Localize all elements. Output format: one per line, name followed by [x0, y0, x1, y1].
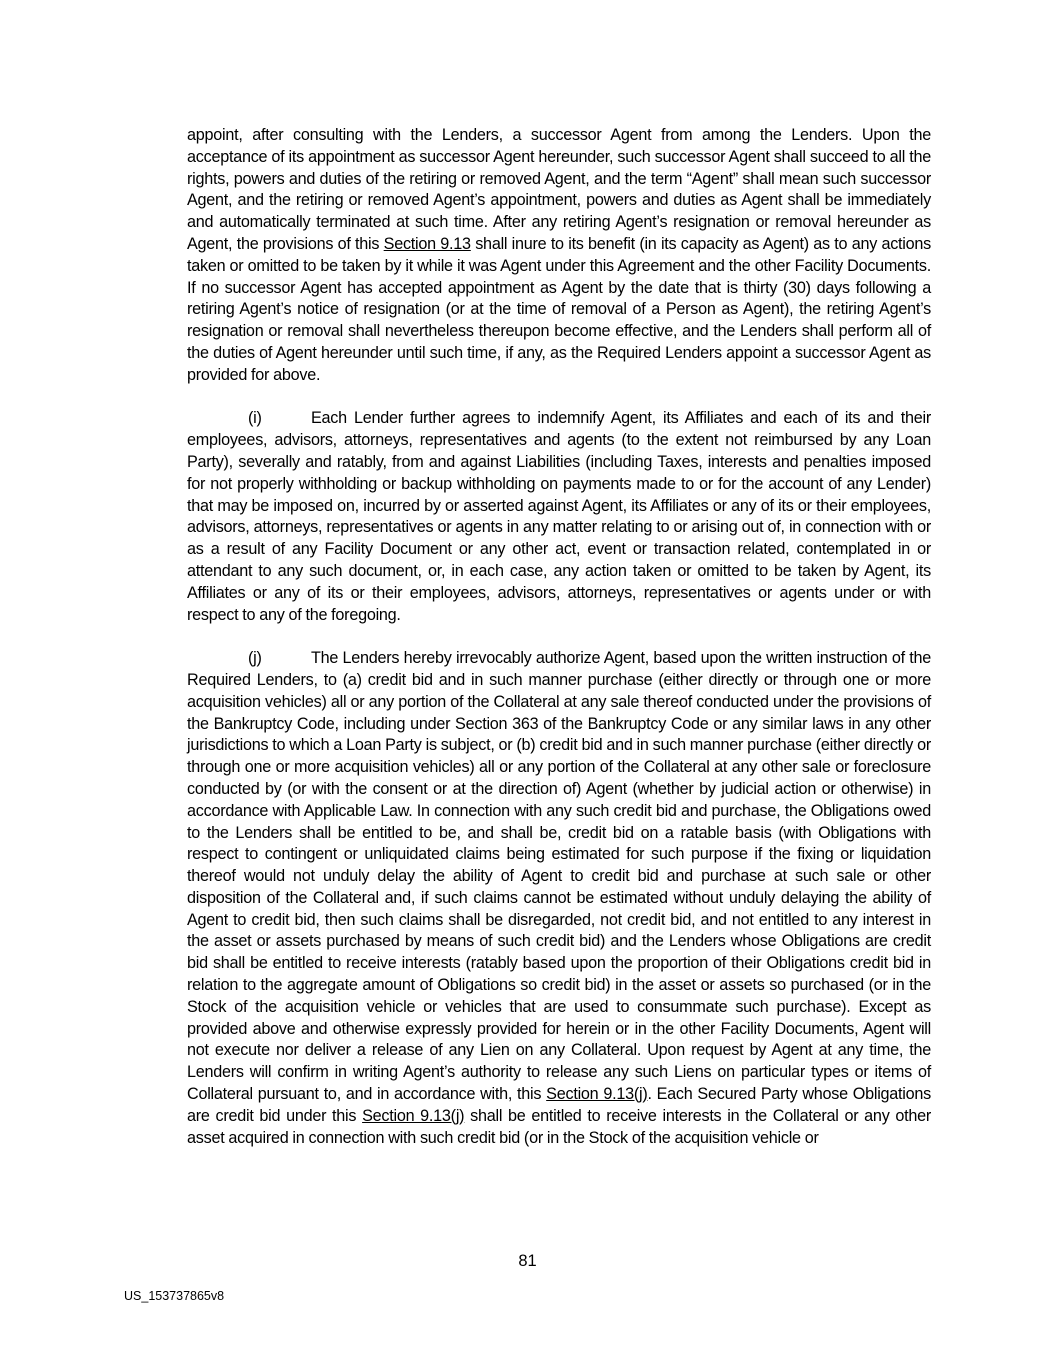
section-reference: Section 9.13: [383, 234, 471, 253]
paragraph-text: The Lenders hereby irrevocably authorize Agent, based upon the written instruction of the Required Lenders, to (a) credit bid and in such manner purchase (either directly or through one or more acquisition vehicles) all or any portion of the Collateral at any sale thereof conducted under the provisions of the Bankruptcy Code, including under Section 363 of the Bankruptcy Code or any similar laws in any other jurisdictions to which a Loan Party is subject, or (b) credit bid and in such manner purchase (either directly or through one or more acquisition vehicles) all or any portion of the Collateral at any other sale or foreclosure conducted by (or with the consent or at the direction of) Agent (whether by judicial action or otherwise) in accordance with Applicable Law. In connection with any such credit bid and purchase, the Obligations owed to the Lenders shall be entitled to be, and shall be, credit bid on a ratable basis (with Obligations with respect to contingent or unliquidated claims being estimated for such purpose if the fixing or liquidation thereof would not unduly delay the ability of Agent to credit bid and purchase at such sale or other disposition of the Collateral and, if such claims cannot be estimated without unduly delaying the ability of Agent to credit bid, then such claims shall be disregarded, not credit bid, and not entitled to any interest in the asset or assets purchased by means of such credit bid) and the Lenders whose Obligations are credit bid shall be entitled to receive interests (ratably based upon the proportion of their Obligations credit bid in relation to the aggregate amount of Obligations so credit bid) in the asset or assets so purchased (or in the Stock of the acquisition vehicle or vehicles that are used to consummate such purchase). Except as provided above and otherwise expressly provided for herein or in the other Facility Documents, Agent will not execute nor deliver a release of any Lien on any Collateral. Upon request by Agent at any time, the Lenders will confirm in writing Agent’s authority to release any such Liens on particular types or items of Collateral pursuant to, and in accordance with, this: [187, 649, 931, 1104]
paragraph-text: Each Lender further agrees to indemnify Agent, its Affiliates and each of its and their employees, advisors, attorneys, representatives and agents (to the extent not reimbursed by any Loan Party), severally and ratably, from and against Liabilities (including Taxes, interests and penalties imposed for not properly withholding or backup withholding on payments made to or for the account of any Lender) that may be imposed on, incurred by or asserted against Agent, its Affiliates or any of its or their employees, advisors, attorneys, representatives or agents in any matter relating to or arising out of, in connection with or as a result of any Facility Document or any other act, event or transaction related, contemplated in or attendant to any such document, or, in each case, any action taken or omitted to be taken by Agent, its Affiliates or any of its or their employees, advisors, attorneys, representatives or agents under or with respect to any of the foregoing.: [187, 409, 931, 624]
paragraph-text: shall inure to its benefit (in its capacity as Agent) as to any actions taken or omitted to be taken by it while it was Agent under this Agreement and the other Facility Documents. If no successor Agent has accepted appointment as Agent by the date that is thirty (30) days following a retiring Agent’s notice of resignation (or at the time of removal of a Person as Agent), the retiring Agent’s resignation or removal shall nevertheless thereupon become effective, and the Lenders shall perform all of the duties of Agent hereunder until such time, if any, as the Required Lenders appoint a successor Agent as provided for above.: [187, 234, 931, 384]
document-id: US_153737865v8: [124, 1289, 225, 1303]
section-reference: Section 9.13(j): [362, 1106, 465, 1125]
paragraph-continuation: [187, 125, 931, 387]
paragraph-i: [187, 408, 931, 626]
paragraph-text: appoint, after consulting with the Lenders, a successor Agent from among the Lenders. Upon the acceptance of its appointment as successor Agent hereunder, such successor Agent shall succeed to all the rights, powers and duties of the retiring or removed Agent, and the term “Agent” shall mean such successor Agent, and the retiring or removed Agent’s appointment, powers and duties as Agent shall be immediately and automatically terminated at such time. After any retiring Agent’s resignation or removal hereunder as Agent, the provisions of this: [187, 126, 931, 253]
paragraph-text: shall be entitled to receive interests in the Collateral or any other asset acquired in connection with such credit bid (or in the Stock of the acquisition vehicle or: [187, 1106, 932, 1147]
paragraph-number: (i): [248, 409, 262, 428]
section-reference: Section 9.13(j): [546, 1085, 648, 1104]
paragraph-j: [187, 648, 931, 1149]
paragraph-text: . Each Secured Party whose Obligations are credit bid under this: [187, 1085, 932, 1125]
document-body: [187, 125, 931, 1149]
page-number: 81: [518, 1252, 537, 1270]
paragraph-number: (j): [248, 649, 262, 668]
